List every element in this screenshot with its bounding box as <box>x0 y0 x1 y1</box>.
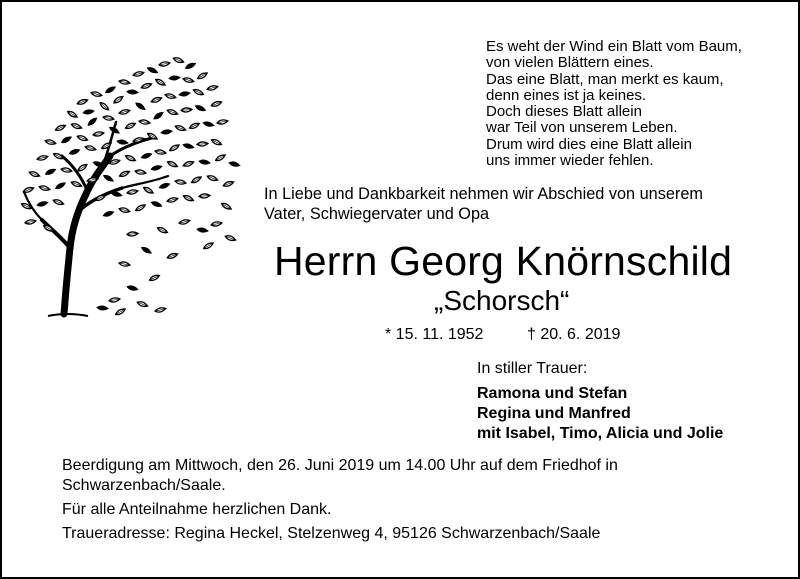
poem-line: Drum wird dies eine Blatt allein <box>486 135 692 153</box>
poem-line: von vielen Blättern eines. <box>486 54 654 72</box>
poem-line: uns immer wieder fehlen. <box>486 152 654 170</box>
poem <box>486 39 786 169</box>
deceased-name: Herrn Georg Knörnschild <box>274 238 733 284</box>
intro-line-2: Vater, Schwiegervater und Opa <box>264 205 490 223</box>
mourner-line: mit Isabel, Timo, Alicia und Jolie <box>477 425 724 442</box>
funeral-line-2: Schwarzenbach/Saale. <box>62 477 226 494</box>
mourner-line: Regina und Manfred <box>477 405 631 422</box>
poem-line: war Teil von unserem Leben. <box>486 119 678 137</box>
death-date: † 20. 6. 2019 <box>527 326 621 343</box>
intro-text <box>264 184 784 224</box>
poem-line: denn eines ist ja keines. <box>486 86 647 104</box>
mourning-address: Traueradresse: Regina Heckel, Stelzenweg 4, 95126 Schwarzenbach/Saale <box>62 525 601 542</box>
footer-info <box>62 456 762 548</box>
mourner-line: Ramona und Stefan <box>477 385 628 402</box>
poem-line: Das eine Blatt, man merkt es kaum, <box>486 70 724 88</box>
mourning-label: In stiller Trauer: <box>477 360 588 377</box>
deceased-nickname: „Schorsch“ <box>434 285 570 316</box>
funeral-info <box>62 456 762 496</box>
birth-date: * 15. 11. 1952 <box>385 326 484 343</box>
poem-line: Doch dieses Blatt allein <box>486 103 642 121</box>
mourning-section <box>477 359 723 444</box>
funeral-line-1: Beerdigung am Mittwoch, den 26. Juni 2019 um 14.00 Uhr auf dem Friedhof in <box>62 457 618 474</box>
intro-line-1: In Liebe und Dankbarkeit nehmen wir Abschied von unserem <box>264 185 703 203</box>
mourners-list <box>477 384 723 444</box>
thanks-text: Für alle Anteilnahme herzlichen Dank. <box>62 501 332 518</box>
poem-line: Es weht der Wind ein Blatt vom Baum, <box>486 38 742 55</box>
